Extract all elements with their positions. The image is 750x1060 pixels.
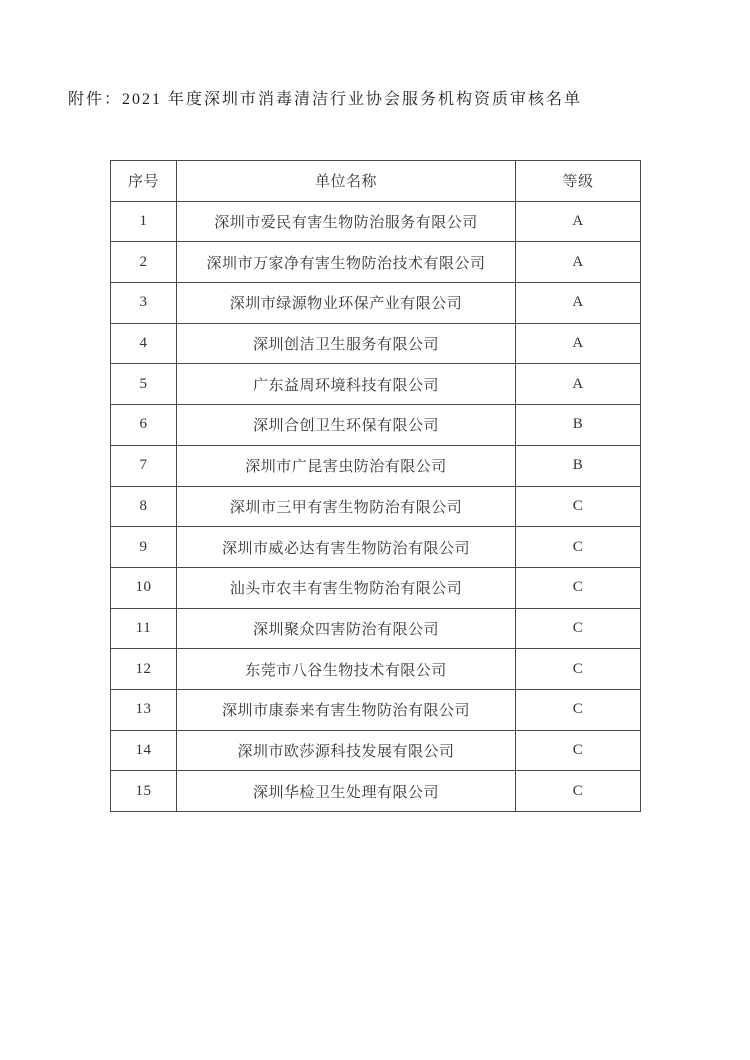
grade-value: C (516, 486, 641, 527)
grade-value: A (516, 323, 641, 364)
company-name: 深圳市威必达有害生物防治有限公司 (177, 527, 516, 568)
grade-value: C (516, 608, 641, 649)
company-name: 深圳创洁卫生服务有限公司 (177, 323, 516, 364)
company-name: 深圳市康泰来有害生物防治有限公司 (177, 689, 516, 730)
company-name: 深圳市三甲有害生物防治有限公司 (177, 486, 516, 527)
grade-value: A (516, 283, 641, 324)
grade-value: C (516, 527, 641, 568)
grade-value: C (516, 567, 641, 608)
table-row (111, 283, 641, 324)
grade-value: C (516, 771, 641, 812)
table-row (111, 242, 641, 283)
table-body (111, 201, 641, 811)
row-serial-no: 7 (111, 445, 177, 486)
table-header-row (111, 161, 641, 202)
company-name: 广东益周环境科技有限公司 (177, 364, 516, 405)
column-header-grade: 等级 (516, 161, 641, 202)
grade-value: C (516, 689, 641, 730)
row-serial-no: 2 (111, 242, 177, 283)
company-name: 深圳市爱民有害生物防治服务有限公司 (177, 201, 516, 242)
qualification-audit-table (110, 160, 641, 812)
company-name: 汕头市农丰有害生物防治有限公司 (177, 567, 516, 608)
row-serial-no: 4 (111, 323, 177, 364)
table-row (111, 771, 641, 812)
grade-value: A (516, 201, 641, 242)
grade-value: C (516, 730, 641, 771)
grade-value: B (516, 405, 641, 446)
grade-value: A (516, 364, 641, 405)
company-name: 深圳聚众四害防治有限公司 (177, 608, 516, 649)
grade-value: B (516, 445, 641, 486)
table-row (111, 608, 641, 649)
table-row (111, 567, 641, 608)
row-serial-no: 13 (111, 689, 177, 730)
table-row (111, 527, 641, 568)
row-serial-no: 5 (111, 364, 177, 405)
row-serial-no: 11 (111, 608, 177, 649)
row-serial-no: 14 (111, 730, 177, 771)
row-serial-no: 12 (111, 649, 177, 690)
table-row (111, 405, 641, 446)
company-name: 深圳华检卫生处理有限公司 (177, 771, 516, 812)
row-serial-no: 1 (111, 201, 177, 242)
company-name: 东莞市八谷生物技术有限公司 (177, 649, 516, 690)
row-serial-no: 9 (111, 527, 177, 568)
table-row (111, 486, 641, 527)
row-serial-no: 15 (111, 771, 177, 812)
table-row (111, 730, 641, 771)
row-serial-no: 3 (111, 283, 177, 324)
table-row (111, 689, 641, 730)
company-name: 深圳市万家净有害生物防治技术有限公司 (177, 242, 516, 283)
grade-value: C (516, 649, 641, 690)
row-serial-no: 6 (111, 405, 177, 446)
column-header-serial-no: 序号 (111, 161, 177, 202)
column-header-unit-name: 单位名称 (177, 161, 516, 202)
row-serial-no: 8 (111, 486, 177, 527)
table-row (111, 323, 641, 364)
table-row (111, 445, 641, 486)
row-serial-no: 10 (111, 567, 177, 608)
table-row (111, 649, 641, 690)
grade-value: A (516, 242, 641, 283)
company-name: 深圳合创卫生环保有限公司 (177, 405, 516, 446)
table-row (111, 364, 641, 405)
company-name: 深圳市欧莎源科技发展有限公司 (177, 730, 516, 771)
company-name: 深圳市绿源物业环保产业有限公司 (177, 283, 516, 324)
table-row (111, 201, 641, 242)
document-title: 附件：2021 年度深圳市消毒清洁行业协会服务机构资质审核名单 (68, 91, 583, 108)
company-name: 深圳市广昆害虫防治有限公司 (177, 445, 516, 486)
